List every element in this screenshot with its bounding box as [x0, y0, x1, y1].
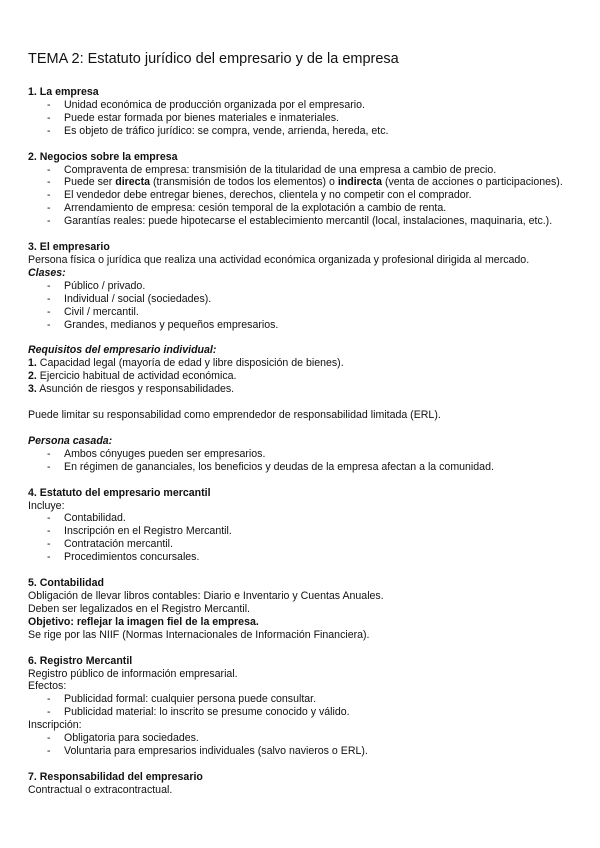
- list-item: - Garantías reales: puede hipotecarse el establecimiento mercantil (local, instalaciones, maquinaria, etc.).: [47, 215, 553, 228]
- efectos-list: [28, 693, 572, 719]
- bullet-dash: -: [47, 292, 51, 305]
- registro-line: Registro público de información empresarial.: [28, 667, 238, 680]
- bullet-dash: -: [47, 305, 51, 318]
- list-item: - Público / privado.: [47, 279, 146, 292]
- list-item: - Puede estar formada por bienes materiales e inmateriales.: [47, 111, 339, 124]
- list-item: - Es objeto de tráfico jurídico: se compra, vende, arrienda, hereda, etc.: [47, 124, 389, 137]
- bullet-dash: -: [47, 693, 51, 706]
- section-1-list: [28, 99, 572, 138]
- bullet-dash: -: [47, 98, 51, 111]
- efectos-label: Efectos:: [28, 680, 67, 693]
- contabilidad-line: Se rige por las NIIF (Normas Internacionales de Información Financiera).: [28, 628, 370, 641]
- requisitos-label: Requisitos del empresario individual:: [28, 344, 217, 357]
- list-item: - Civil / mercantil.: [47, 305, 139, 318]
- inscripcion-list: [28, 732, 572, 758]
- requisito-item: 2. Ejercicio habitual de actividad económica.: [28, 370, 237, 383]
- list-item: - Individual / social (sociedades).: [47, 292, 212, 305]
- persona-casada-label: Persona casada:: [28, 434, 113, 447]
- section-4-heading: 4. Estatuto del empresario mercantil: [28, 486, 211, 499]
- bullet-dash: -: [47, 318, 51, 331]
- list-item: - Publicidad formal: cualquier persona puede consultar.: [47, 693, 317, 706]
- bullet-dash: -: [47, 202, 51, 215]
- section-7-heading: 7. Responsabilidad del empresario: [28, 770, 203, 783]
- persona-casada-list: [28, 448, 572, 474]
- bullet-dash: -: [47, 460, 51, 473]
- section-6-heading: 6. Registro Mercantil: [28, 654, 133, 667]
- section-2-heading: 2. Negocios sobre la empresa: [28, 150, 178, 163]
- bullet-dash: -: [47, 706, 51, 719]
- section-1-heading: 1. La empresa: [28, 86, 99, 98]
- contabilidad-line: Obligación de llevar libros contables: Diario e Inventario y Cuentas Anuales.: [28, 590, 384, 602]
- bullet-dash: -: [47, 525, 51, 538]
- section-4-intro: Incluye:: [28, 499, 65, 512]
- requisito-item: 3. Asunción de riesgos y responsabilidades.: [28, 383, 235, 396]
- bullet-dash: -: [47, 176, 51, 189]
- list-item: - Arrendamiento de empresa: cesión temporal de la explotación a cambio de renta.: [47, 202, 447, 215]
- list-item: - Ambos cónyuges pueden ser empresarios.: [47, 447, 266, 460]
- bullet-dash: -: [47, 732, 51, 745]
- bullet-dash: -: [47, 163, 51, 176]
- term-directa: directa: [115, 176, 150, 189]
- list-item: - Publicidad material: lo inscrito se presume conocido y válido.: [47, 706, 350, 719]
- list-item: - Contabilidad.: [47, 512, 126, 525]
- empresario-definition: Persona física o jurídica que realiza una actividad económica organizada y profesional dirigida al mercado.: [28, 253, 530, 266]
- contabilidad-objetivo: Objetivo: reflejar la imagen fiel de la empresa.: [28, 615, 259, 628]
- list-item: - Procedimientos concursales.: [47, 551, 200, 564]
- list-item: - Compraventa de empresa: transmisión de la titularidad de una empresa a cambio de precio.: [47, 163, 497, 176]
- contabilidad-line: Deben ser legalizados en el Registro Mercantil.: [28, 602, 250, 615]
- bullet-dash: -: [47, 538, 51, 551]
- requisito-item: 1. Capacidad legal (mayoría de edad y libre disposición de bienes).: [28, 357, 344, 370]
- list-item: - Contratación mercantil.: [47, 538, 173, 551]
- list-item: - El vendedor debe entregar bienes, derechos, clientela y no competir con el comprador.: [47, 189, 472, 202]
- bullet-dash: -: [47, 124, 51, 137]
- section-2-list: [28, 164, 572, 229]
- bullet-dash: -: [47, 189, 51, 202]
- responsabilidad-line: Contractual o extracontractual.: [28, 783, 173, 796]
- clases-list: [28, 280, 572, 332]
- list-item: - En régimen de gananciales, los beneficios y deudas de la empresa afectan a la comunidad.: [47, 460, 494, 473]
- bullet-dash: -: [47, 279, 51, 292]
- bullet-dash: -: [47, 551, 51, 564]
- inscripcion-label: Inscripción:: [28, 719, 82, 732]
- clases-label: Clases:: [28, 266, 66, 279]
- list-item: - Obligatoria para sociedades.: [47, 732, 199, 745]
- list-item: - Unidad económica de producción organizada por el empresario.: [47, 98, 365, 111]
- list-item: - Puede ser directa (transmisión de todos los elementos) o indirecta (venta de acciones o participaciones).: [47, 176, 563, 189]
- section-4-list: [28, 512, 572, 564]
- section-3-heading: 3. El empresario: [28, 241, 110, 254]
- bullet-dash: -: [47, 744, 51, 757]
- bullet-dash: -: [47, 447, 51, 460]
- list-item: - Voluntaria para empresarios individuales (salvo navieros o ERL).: [47, 744, 368, 757]
- bullet-dash: -: [47, 215, 51, 228]
- bullet-dash: -: [47, 111, 51, 124]
- bullet-dash: -: [47, 512, 51, 525]
- term-indirecta: indirecta: [337, 176, 382, 189]
- erl-paragraph: Puede limitar su responsabilidad como emprendedor de responsabilidad limitada (ERL).: [28, 409, 441, 422]
- list-item: - Grandes, medianos y pequeños empresarios.: [47, 318, 279, 331]
- page-title: TEMA 2: Estatuto jurídico del empresario y de la empresa: [28, 51, 399, 67]
- list-item: - Inscripción en el Registro Mercantil.: [47, 525, 232, 538]
- section-5-heading: 5. Contabilidad: [28, 577, 104, 590]
